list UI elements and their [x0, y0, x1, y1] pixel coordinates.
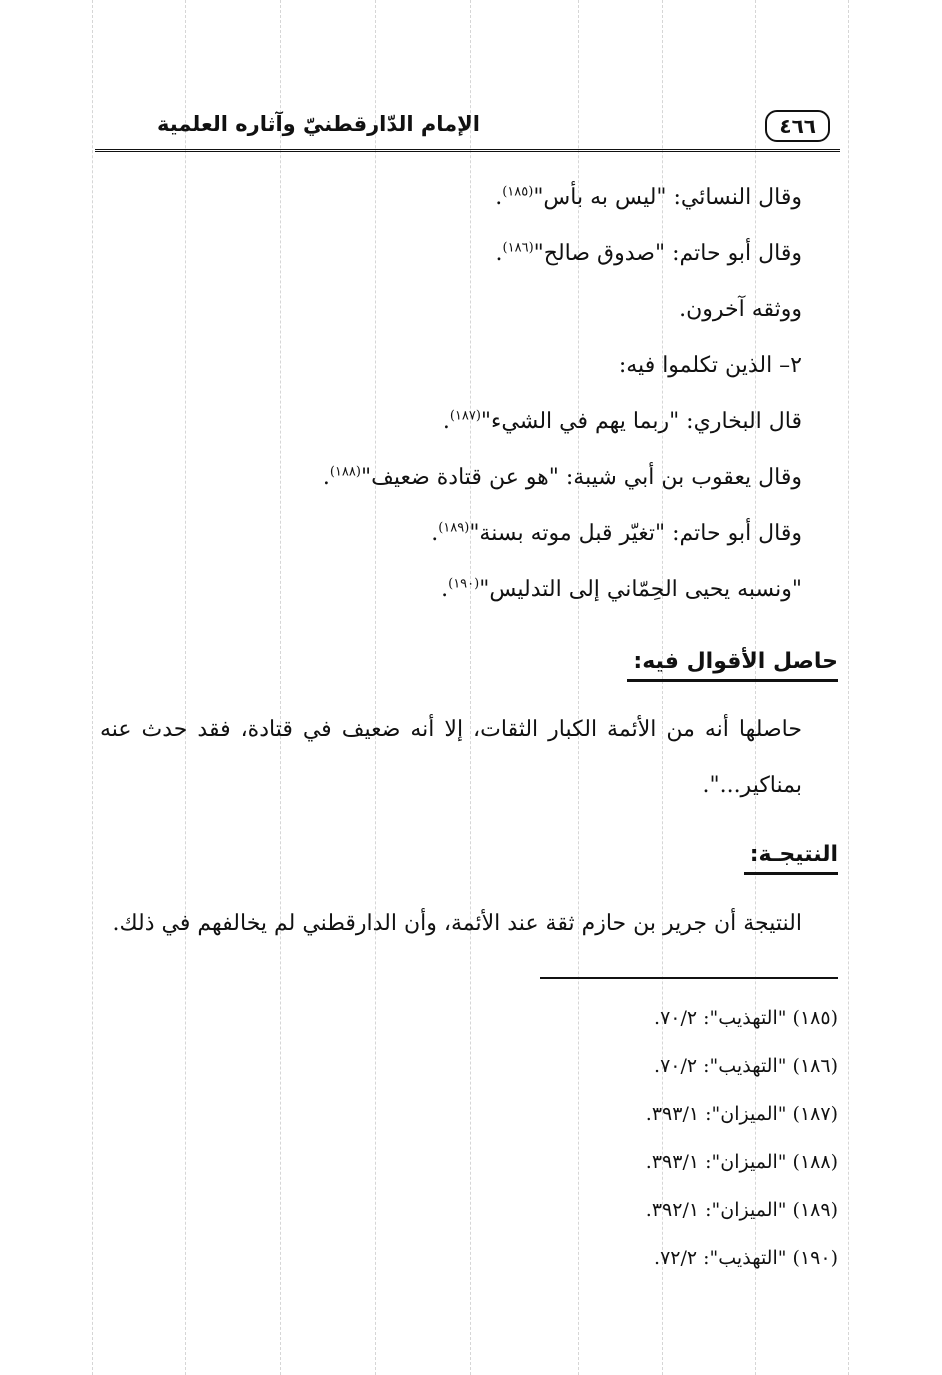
- footnote-ref: (١٨٧): [449, 408, 481, 424]
- quote-line: وقال النسائي: "ليس به بأس"$^{(١٨٥)}$.: [495, 184, 802, 210]
- running-title: الإمام الدّارقطنيّ وآثاره العلمية: [157, 112, 480, 136]
- footnote-ref: (١٨٦): [502, 240, 534, 256]
- footnote: (١٨٥) "التهذيب": ٧٠/٢.: [654, 1007, 838, 1029]
- result-heading: النتيجـة:: [744, 838, 838, 875]
- header-rule: [95, 149, 840, 152]
- footnote-ref: (١٨٨): [329, 464, 361, 480]
- quote-line: قال البخاري: "ربما يهم في الشيء"$^{(١٨٧)}$.: [442, 408, 802, 434]
- footnote-separator: [540, 977, 838, 979]
- page-number: ٤٦٦: [765, 110, 830, 142]
- footnote: (١٨٧) "الميزان": ٣٩٣/١.: [645, 1103, 838, 1125]
- footnote-ref: (١٨٥): [502, 184, 534, 200]
- footnote: (١٩٠) "التهذيب": ٧٢/٢.: [654, 1247, 838, 1269]
- subheading: ٢– الذين تكلموا فيه:: [618, 353, 802, 378]
- footnote: (١٨٨) "الميزان": ٣٩٣/١.: [645, 1151, 838, 1173]
- quote-line: ووثقه آخرون.: [679, 297, 802, 322]
- footnote: (١٨٩) "الميزان": ٣٩٢/١.: [645, 1199, 838, 1221]
- quote-line: "ونسبه يحيى الحِمّاني إلى التدليس"$^{(١٩٠)}$.: [441, 576, 802, 602]
- quote-line: وقال يعقوب بن أبي شيبة: "هو عن قتادة ضعيف"$^{(١٨٨)}$.: [322, 464, 802, 490]
- page-header: [95, 110, 840, 148]
- quote-line: وقال أبو حاتم: "تغيّر قبل موته بسنة"$^{(١٨٩)}$.: [431, 520, 802, 546]
- result-paragraph: النتيجة أن جرير بن حازم ثقة عند الأئمة، وأن الدارقطني لم يخالفهم في ذلك.: [112, 911, 802, 936]
- footnote-ref: (١٨٩): [438, 520, 470, 536]
- footnote: (١٨٦) "التهذيب": ٧٠/٢.: [654, 1055, 838, 1077]
- quote-line: وقال أبو حاتم: "صدوق صالح"$^{(١٨٦)}$.: [495, 240, 802, 266]
- summary-heading: حاصل الأقوال فيه:: [627, 645, 838, 682]
- summary-paragraph: حاصلها أنه من الأئمة الكبار الثقات، إلا أنه ضعيف في قتادة، فقد حدث عنه بمناكير...".: [100, 717, 802, 798]
- footnote-ref: (١٩٠): [448, 576, 480, 592]
